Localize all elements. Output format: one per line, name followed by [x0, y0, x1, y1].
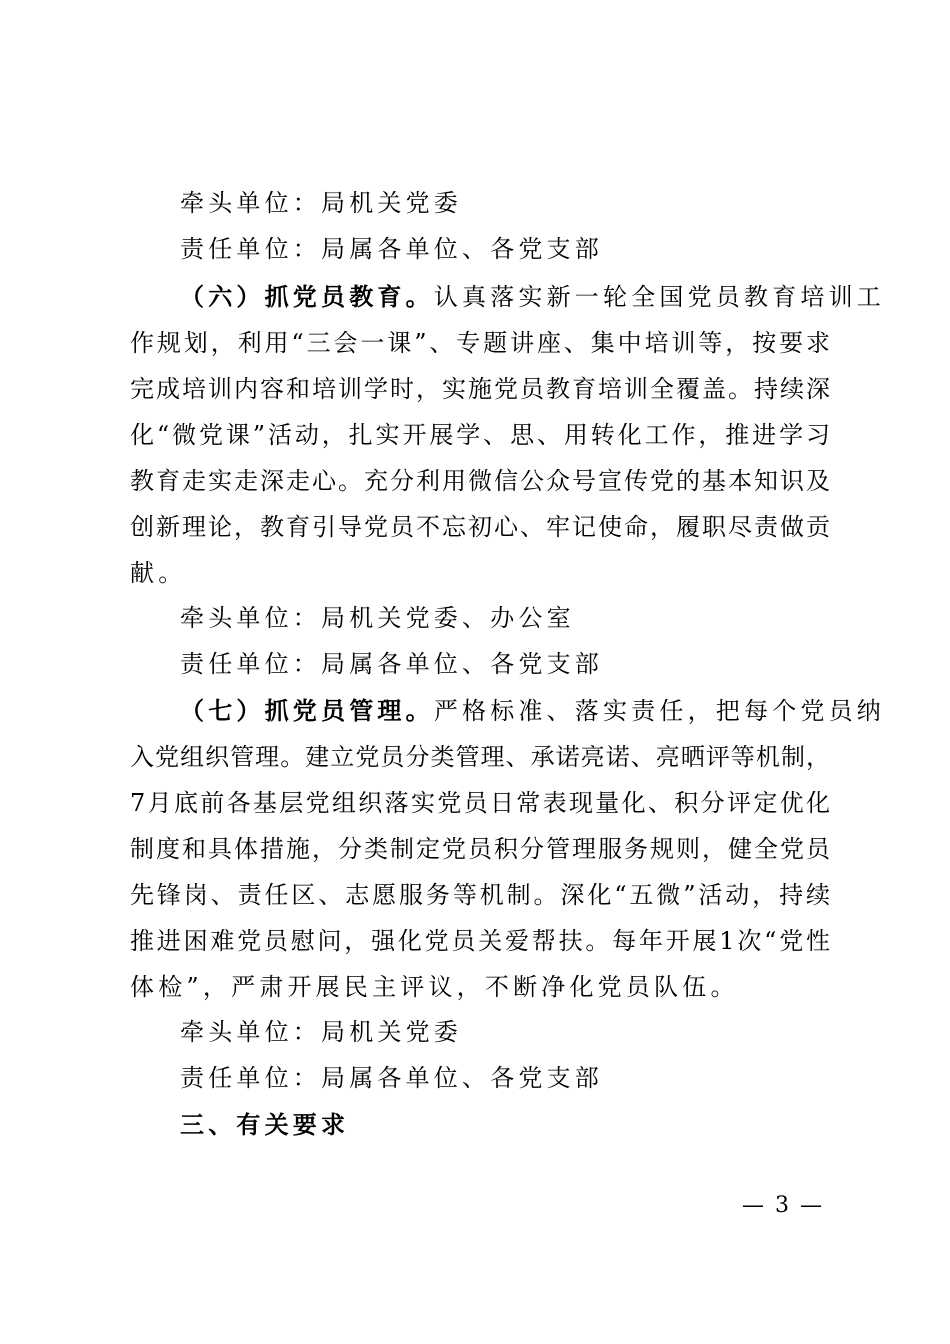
section-7-text: 严格标准、落实责任，把每个党员纳: [433, 697, 886, 725]
section-3-heading: 三、有关要求: [180, 1111, 350, 1139]
paragraph-line: 完成培训内容和培训学时，实施党员教育培训全覆盖。持续深: [130, 375, 830, 403]
page-number: — 3 —: [742, 1193, 824, 1218]
section-6-text: 认真落实新一轮全国党员教育培训工: [433, 283, 886, 311]
lead-unit-line: 牵头单位：局机关党委: [180, 1018, 462, 1046]
lead-unit-line: 牵头单位：局机关党委、办公室: [180, 604, 575, 632]
paragraph-line: 作规划，利用“三会一课”、专题讲座、集中培训等，按要求: [130, 329, 830, 357]
lead-unit-line: 牵头单位：局机关党委: [180, 189, 462, 217]
paragraph-line: 化“微党课”活动，扎实开展学、思、用转化工作，推进学习: [130, 421, 830, 449]
paragraph-line: 入党组织管理。建立党员分类管理、承诺亮诺、亮晒评等机制，: [130, 743, 830, 771]
paragraph-line: 推进困难党员慰问，强化党员关爱帮扶。每年开展1次“党性: [130, 927, 830, 955]
paragraph-line: 7月底前各基层党组织落实党员日常表现量化、积分评定优化: [130, 789, 830, 817]
section-6-heading: （六）抓党员教育。: [180, 282, 434, 311]
paragraph-line: 制度和具体措施，分类制定党员积分管理服务规则，健全党员: [130, 835, 830, 863]
responsible-unit-line: 责任单位：局属各单位、各党支部: [180, 1064, 603, 1092]
responsible-unit-line: 责任单位：局属各单位、各党支部: [180, 650, 603, 678]
section-6-first-line: [180, 280, 885, 314]
responsible-unit-line: 责任单位：局属各单位、各党支部: [180, 235, 603, 263]
paragraph-line: 创新理论，教育引导党员不忘初心、牢记使命，履职尽责做贡: [130, 513, 830, 541]
paragraph-line: 先锋岗、责任区、志愿服务等机制。深化“五微”活动，持续: [130, 881, 830, 909]
section-7-first-line: [180, 694, 885, 728]
paragraph-line: 教育走实走深走心。充分利用微信公众号宣传党的基本知识及: [130, 467, 830, 495]
section-7-heading: （七）抓党员管理。: [180, 696, 434, 725]
paragraph-line: 体检”，严肃开展民主评议，不断净化党员队伍。: [130, 973, 739, 1001]
paragraph-line: 献。: [130, 559, 187, 587]
